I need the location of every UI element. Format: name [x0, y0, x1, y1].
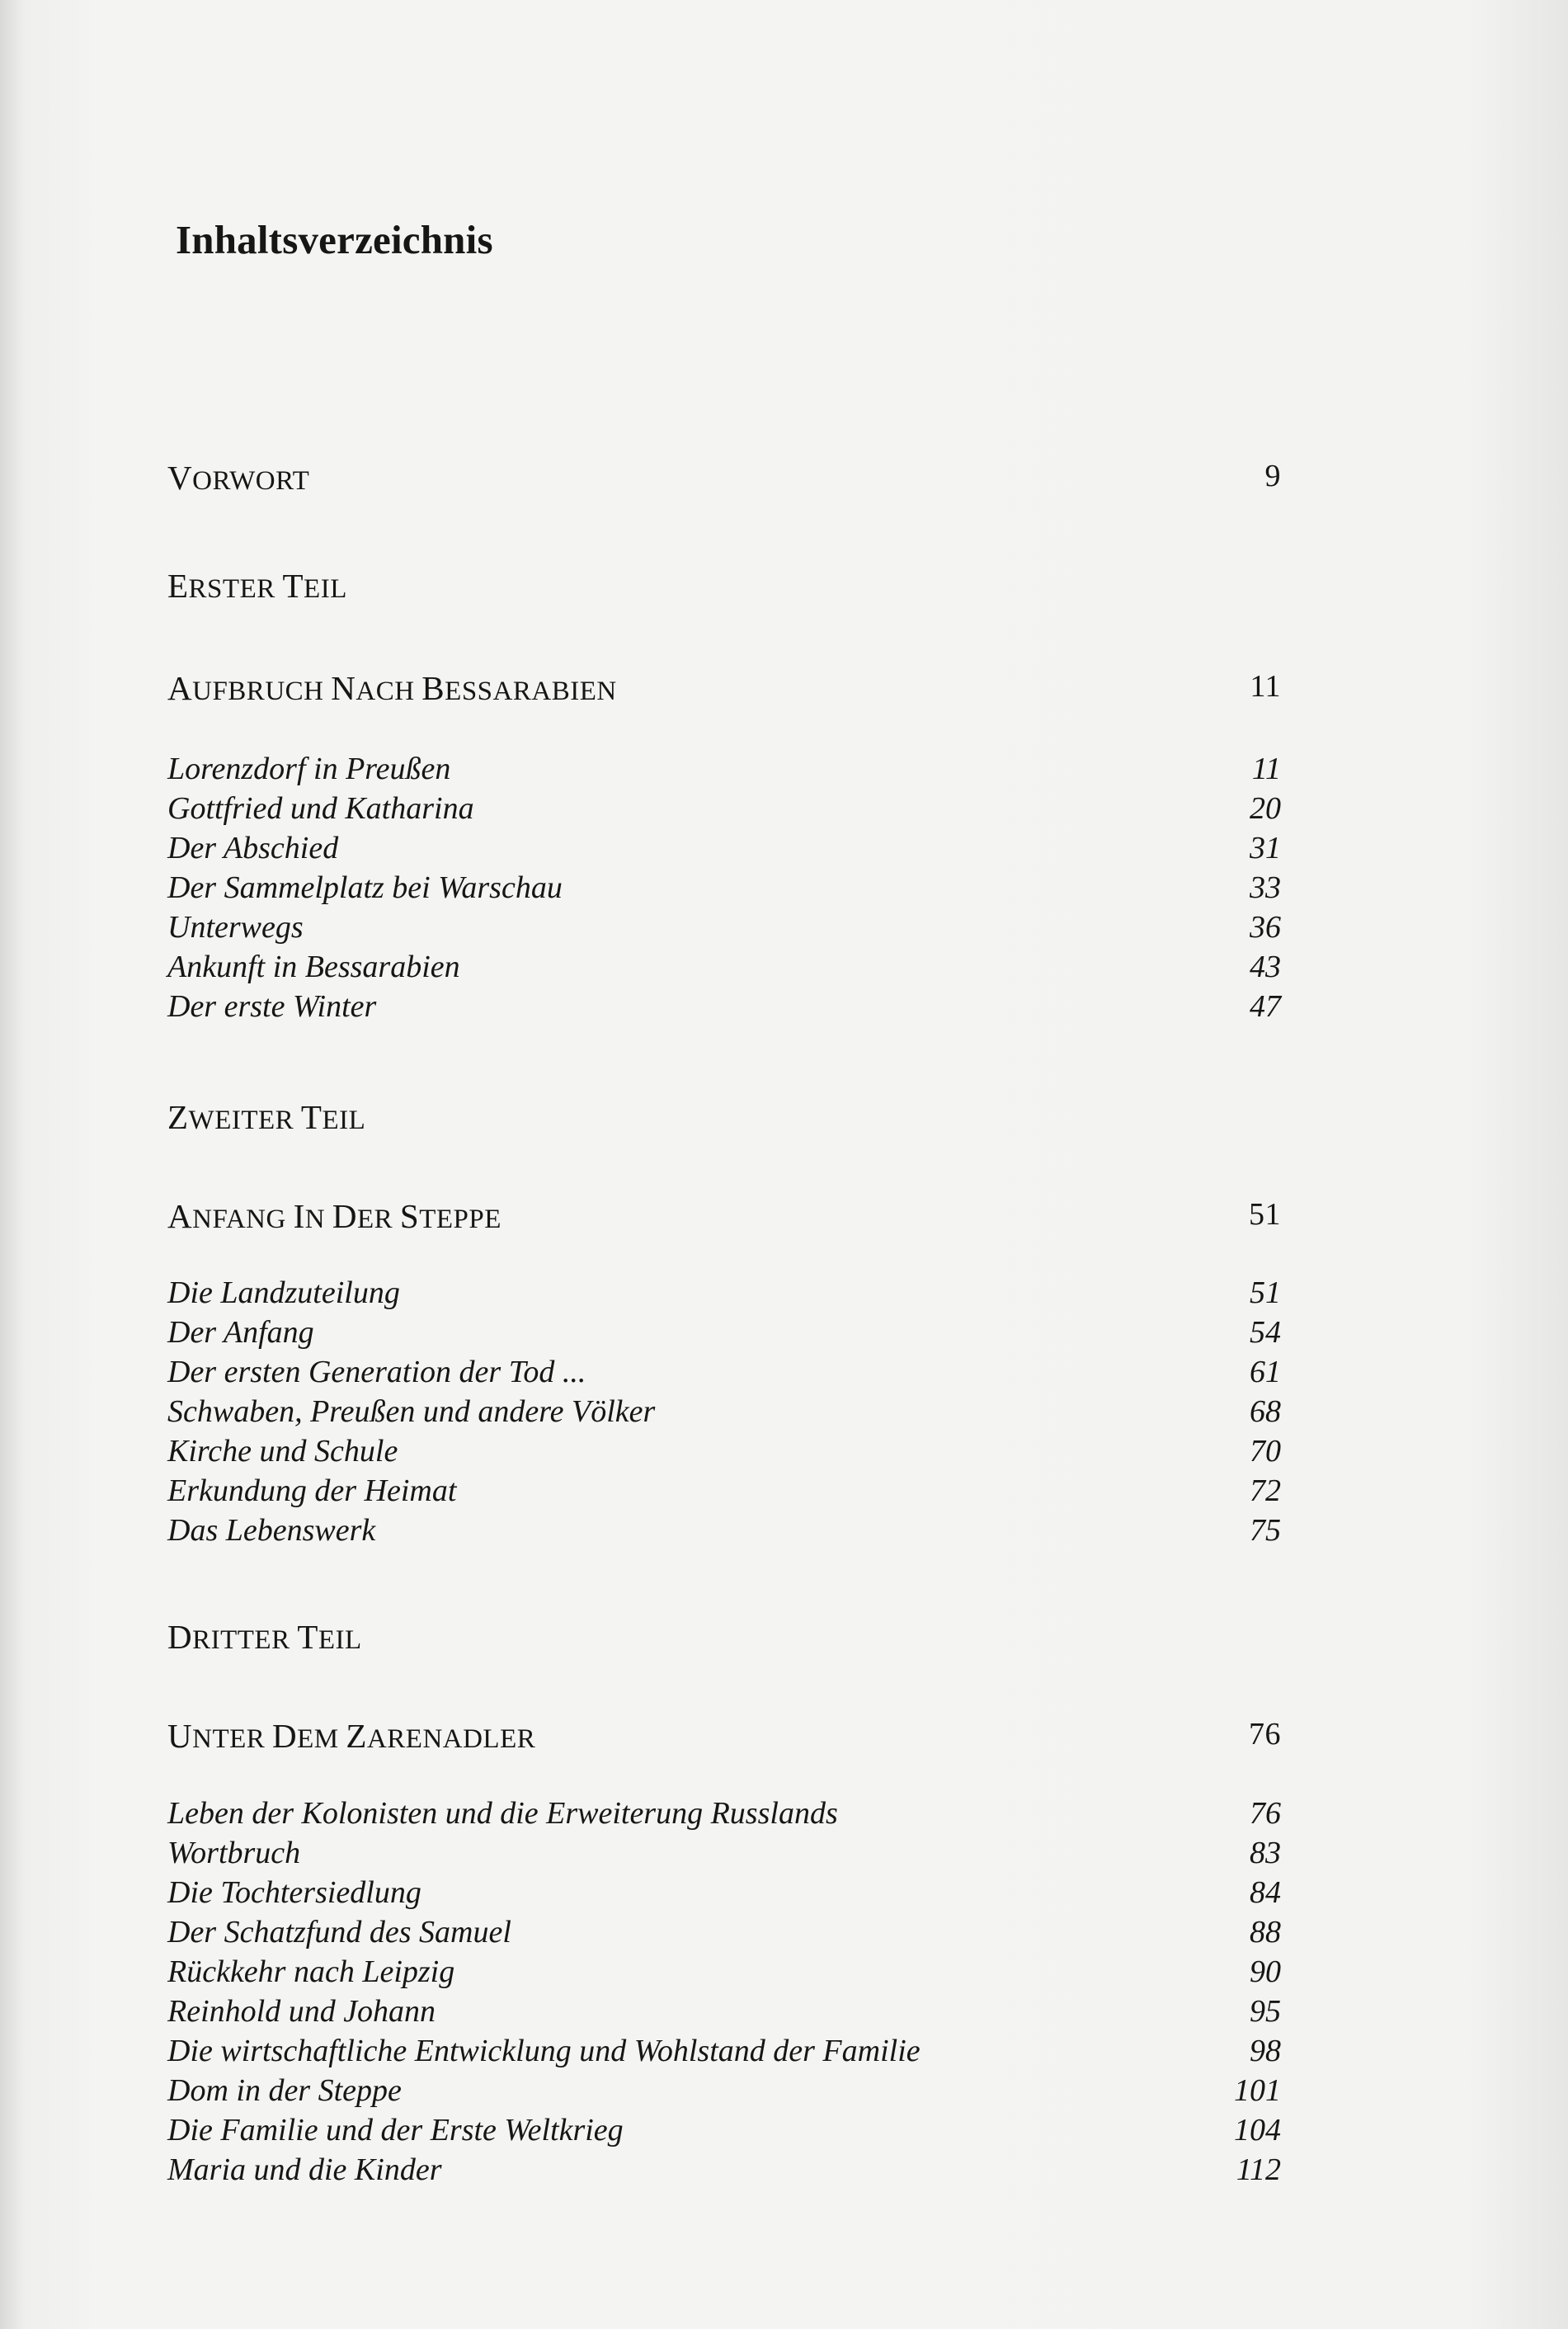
- chapter-label: Die Familie und der Erste Weltkrieg: [167, 2113, 624, 2147]
- page-title: Inhaltsverzeichnis: [176, 217, 493, 262]
- chapter-page: 84: [1250, 1875, 1281, 1910]
- section-page: 11: [1250, 669, 1281, 704]
- chapter-page: 112: [1236, 2152, 1281, 2187]
- toc-chapter: [167, 1795, 1281, 1838]
- toc-section-vorwort: [167, 458, 1281, 501]
- chapter-page: 88: [1250, 1915, 1281, 1949]
- chapter-page: 11: [1251, 752, 1281, 786]
- toc-chapter: [167, 1874, 1281, 1917]
- toc-chapter: [167, 751, 1281, 794]
- section-label: ZWEITER TEIL: [167, 1098, 366, 1136]
- chapter-page: 36: [1250, 910, 1281, 945]
- toc-chapter: [167, 1275, 1281, 1318]
- chapter-page: 76: [1250, 1796, 1281, 1831]
- chapter-page: 83: [1250, 1836, 1281, 1870]
- toc-chapter: [167, 1473, 1281, 1516]
- toc-section-zweiter-teil: [167, 1097, 1281, 1140]
- toc-section-aufbruch: [167, 668, 1281, 711]
- chapter-page: 68: [1250, 1394, 1281, 1429]
- chapter-label: Die wirtschaftliche Entwicklung und Wohlstand der Familie: [167, 2034, 921, 2068]
- chapter-label: Die Tochtersiedlung: [167, 1875, 421, 1910]
- chapter-page: 98: [1250, 2034, 1281, 2068]
- chapter-page: 90: [1250, 1954, 1281, 1989]
- chapter-label: Gottfried und Katharina: [167, 791, 474, 826]
- section-label: ANFANG IN DER STEPPE: [167, 1197, 501, 1235]
- chapter-label: Reinhold und Johann: [167, 1994, 436, 2029]
- chapter-page: 31: [1250, 831, 1281, 865]
- chapter-page: 51: [1250, 1275, 1281, 1310]
- chapter-label: Der ersten Generation der Tod ...: [167, 1355, 586, 1389]
- toc-chapter: [167, 1914, 1281, 1957]
- chapter-label: Dom in der Steppe: [167, 2073, 402, 2108]
- toc-chapter: [167, 1954, 1281, 1997]
- toc-section-unter: [167, 1716, 1281, 1759]
- chapter-label: Ankunft in Bessarabien: [167, 950, 460, 984]
- toc-chapter: [167, 830, 1281, 873]
- chapter-page: 70: [1250, 1434, 1281, 1469]
- toc-chapter: [167, 1512, 1281, 1555]
- toc-section-anfang: [167, 1196, 1281, 1239]
- chapter-page: 72: [1250, 1473, 1281, 1508]
- section-label: UNTER DEM ZARENADLER: [167, 1717, 536, 1755]
- toc-chapter: [167, 1354, 1281, 1397]
- toc-chapter: [167, 1433, 1281, 1476]
- toc-chapter: [167, 1393, 1281, 1436]
- toc-chapter: [167, 988, 1281, 1031]
- chapter-label: Unterwegs: [167, 910, 304, 945]
- toc-chapter: [167, 1993, 1281, 2036]
- chapter-label: Leben der Kolonisten und die Erweiterung Russlands: [167, 1796, 838, 1831]
- toc-chapter: [167, 2072, 1281, 2115]
- toc-chapter: [167, 2112, 1281, 2155]
- chapter-label: Rückkehr nach Leipzig: [167, 1954, 455, 1989]
- chapter-label: Die Landzuteilung: [167, 1275, 400, 1310]
- section-label: VORWORT: [167, 459, 310, 497]
- toc-chapter: [167, 949, 1281, 992]
- toc-chapter: [167, 2033, 1281, 2076]
- toc-chapter: [167, 2152, 1281, 2195]
- chapter-label: Der Sammelplatz bei Warschau: [167, 870, 563, 905]
- toc-chapter: [167, 1835, 1281, 1878]
- section-page: 51: [1249, 1197, 1281, 1232]
- section-label: AUFBRUCH NACH BESSARABIEN: [167, 669, 617, 707]
- toc-chapter: [167, 790, 1281, 833]
- chapter-page: 47: [1250, 989, 1281, 1024]
- toc-chapter: [167, 909, 1281, 952]
- chapter-page: 20: [1250, 791, 1281, 826]
- chapter-label: Der Abschied: [167, 831, 339, 865]
- chapter-label: Lorenzdorf in Preußen: [167, 752, 451, 786]
- chapter-page: 43: [1250, 950, 1281, 984]
- section-page: 76: [1249, 1717, 1281, 1751]
- chapter-page: 104: [1234, 2113, 1281, 2147]
- toc-section-erster-teil: [167, 566, 1281, 609]
- section-page: 9: [1264, 459, 1281, 493]
- chapter-page: 33: [1250, 870, 1281, 905]
- chapter-page: 75: [1250, 1513, 1281, 1548]
- section-label: ERSTER TEIL: [167, 567, 347, 605]
- toc-chapter: [167, 870, 1281, 912]
- chapter-label: Schwaben, Preußen und andere Völker: [167, 1394, 656, 1429]
- chapter-page: 54: [1250, 1315, 1281, 1350]
- toc-chapter: [167, 1314, 1281, 1357]
- chapter-label: Das Lebenswerk: [167, 1513, 376, 1548]
- chapter-label: Maria und die Kinder: [167, 2152, 442, 2187]
- chapter-label: Kirche und Schule: [167, 1434, 398, 1469]
- chapter-label: Erkundung der Heimat: [167, 1473, 457, 1508]
- section-label: DRITTER TEIL: [167, 1618, 362, 1656]
- chapter-page: 95: [1250, 1994, 1281, 2029]
- chapter-label: Der Schatzfund des Samuel: [167, 1915, 511, 1949]
- chapter-label: Der Anfang: [167, 1315, 314, 1350]
- toc-section-dritter-teil: [167, 1617, 1281, 1660]
- chapter-page: 101: [1234, 2073, 1281, 2108]
- chapter-label: Wortbruch: [167, 1836, 301, 1870]
- chapter-label: Der erste Winter: [167, 989, 377, 1024]
- chapter-page: 61: [1250, 1355, 1281, 1389]
